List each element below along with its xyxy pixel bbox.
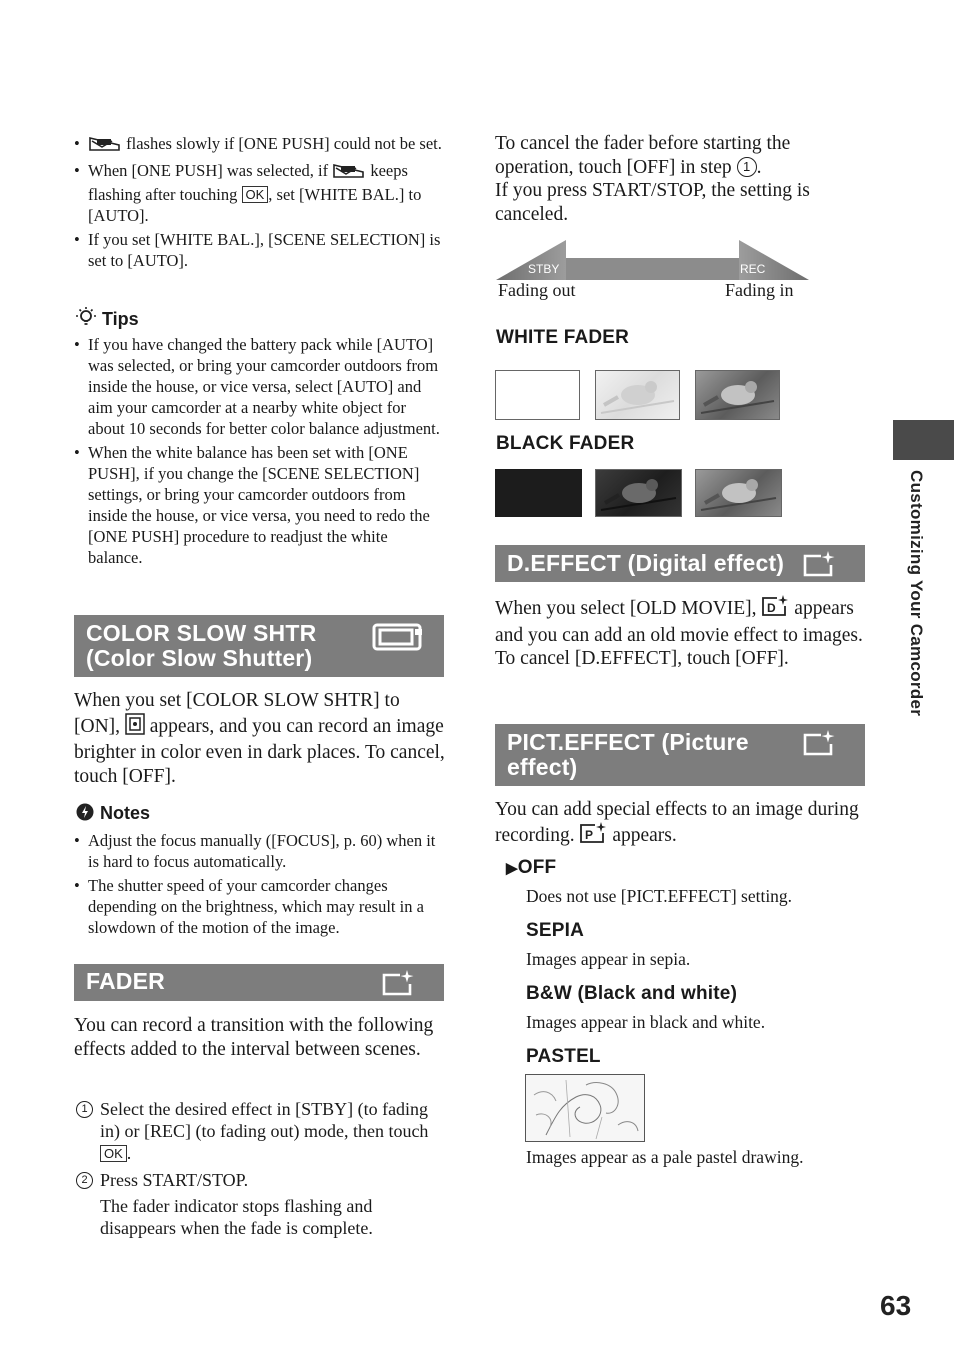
pict-effect-header xyxy=(495,724,865,786)
section-title: PICT.EFFECT (Picture effect) xyxy=(507,729,749,780)
color-slow-body: When you set [COLOR SLOW SHTR] to [ON], appears, and you can record an image brighter in color even in dark places. To cancel, touch [OFF]. xyxy=(74,690,445,787)
option-pastel-label: PASTEL xyxy=(526,1046,601,1067)
pict-effect-body: You can add special effects to an image during recording. P appears. xyxy=(495,798,867,850)
white-fader-frame-1 xyxy=(495,370,580,420)
pastel-sample-image xyxy=(525,1074,645,1142)
list-item: • When [ONE PUSH] was selected, if keeps flashing after touching OK , set [WHITE BAL.] to [AUTO]. xyxy=(74,160,446,226)
notes-icon xyxy=(75,802,95,827)
fader-diagram xyxy=(496,240,809,282)
list-item: • If you set [WHITE BAL.], [SCENE SELECTION] is set to [AUTO]. xyxy=(74,229,446,271)
step-number: 1 xyxy=(737,157,757,177)
option-off-desc: Does not use [PICT.EFFECT] setting. xyxy=(526,886,793,906)
one-push-wb-icon xyxy=(88,136,122,157)
fader-header xyxy=(74,964,444,1001)
picture-effect-icon xyxy=(579,822,607,851)
option-bw-label: B&W (Black and white) xyxy=(526,983,738,1004)
chapter-side-label: Customizing Your Camcorder xyxy=(907,470,926,717)
camera-menu-icon xyxy=(372,623,424,658)
fading-out-label: Fading out xyxy=(498,280,576,300)
d-effect-body: When you select [OLD MOVIE], D appears and you can add an old movie effect to images. To cancel [D.EFFECT], touch [OFF]. xyxy=(495,595,867,671)
svg-text:D: D xyxy=(767,601,777,615)
black-fader-frame-1 xyxy=(495,469,582,517)
section-title: FADER xyxy=(86,968,165,994)
fading-in-label: Fading in xyxy=(725,280,794,300)
notes-heading: Notes xyxy=(75,802,150,827)
default-marker-icon: ▶ xyxy=(506,860,518,877)
black-fader-frame-2 xyxy=(595,469,682,517)
rec-label: REC xyxy=(740,262,766,276)
fader-step-2: 2 Press START/STOP. The fader indicator stops flashing and disappears when the fade is complete. xyxy=(74,1169,446,1239)
effect-menu-icon xyxy=(380,968,416,1003)
stby-label: STBY xyxy=(528,262,560,276)
color-slow-shutter-header xyxy=(74,615,444,677)
white-fader-frame-3 xyxy=(695,370,780,420)
ok-button-glyph: OK xyxy=(100,1145,127,1162)
option-bw-desc: Images appear in black and white. xyxy=(526,1012,766,1032)
section-title: COLOR SLOW SHTR (Color Slow Shutter) xyxy=(86,620,317,671)
white-fader-heading: WHITE FADER xyxy=(496,327,630,348)
fader-cancel-text: To cancel the fader before starting the operation, touch [OFF] in step 1 . If you press START/STOP, the setting is canceled. xyxy=(495,133,810,225)
bird-image xyxy=(596,470,681,516)
d-effect-header xyxy=(495,545,865,582)
option-sepia-label: SEPIA xyxy=(526,920,585,941)
chapter-tab-marker xyxy=(893,420,954,460)
white-balance-bullets xyxy=(74,133,446,274)
color-slow-shutter-icon xyxy=(125,713,145,742)
step-number: 2 xyxy=(76,1172,93,1189)
bird-image xyxy=(696,470,781,516)
tips-list xyxy=(74,334,446,571)
option-pastel-desc: Images appear as a pale pastel drawing. xyxy=(526,1147,804,1167)
digital-effect-icon xyxy=(761,595,789,624)
black-fader-frame-3 xyxy=(695,469,782,517)
effect-menu-icon xyxy=(801,728,837,763)
list-item: • Adjust the focus manually ([FOCUS], p. 60) when it is hard to focus automatically. xyxy=(74,830,446,872)
lightbulb-icon xyxy=(75,306,97,333)
fader-body: You can record a transition with the following effects added to the interval between scenes. xyxy=(74,1015,434,1060)
list-item: • The shutter speed of your camcorder changes depending on the brightness, which may result in a slowdown of the motion of the image. xyxy=(74,875,446,938)
svg-text:P: P xyxy=(585,827,594,842)
bird-image xyxy=(596,371,679,419)
effect-menu-icon xyxy=(801,549,837,584)
step-detail: The fader indicator stops flashing and disappears when the fade is complete. xyxy=(100,1196,373,1238)
step-number: 1 xyxy=(76,1101,93,1118)
tips-heading: Tips xyxy=(75,306,139,333)
section-title: D.EFFECT (Digital effect) xyxy=(507,550,785,576)
list-item: • When the white balance has been set with [ONE PUSH], if you change the [SCENE SELECTION] settings, or bring your camcorder outdoors from inside the house, or vice versa, you need to redo the [ONE PUSH] procedure to readjust the white balance. xyxy=(74,442,446,568)
page-number: 63 xyxy=(880,1290,912,1321)
black-fader-heading: BLACK FADER xyxy=(496,433,635,454)
fader-step-1: 1 Select the desired effect in [STBY] (to fading in) or [REC] (to fading out) mode, then touch OK . xyxy=(74,1098,446,1164)
bird-image xyxy=(696,371,779,419)
list-item: • flashes slowly if [ONE PUSH] could not be set. xyxy=(74,133,446,157)
notes-list xyxy=(74,830,446,941)
option-sepia-desc: Images appear in sepia. xyxy=(526,949,691,969)
one-push-wb-icon xyxy=(332,163,366,184)
list-item: • If you have changed the battery pack while [AUTO] was selected, or bring your camcorder outdoors from inside the house, or vice versa, select [AUTO] and aim your camcorder at a nearby white object for about 10 seconds for better color balance adjustment. xyxy=(74,334,446,439)
white-fader-frame-2 xyxy=(595,370,680,420)
ok-button-glyph: OK xyxy=(242,186,269,203)
option-off-label: ▶OFF xyxy=(506,857,557,878)
